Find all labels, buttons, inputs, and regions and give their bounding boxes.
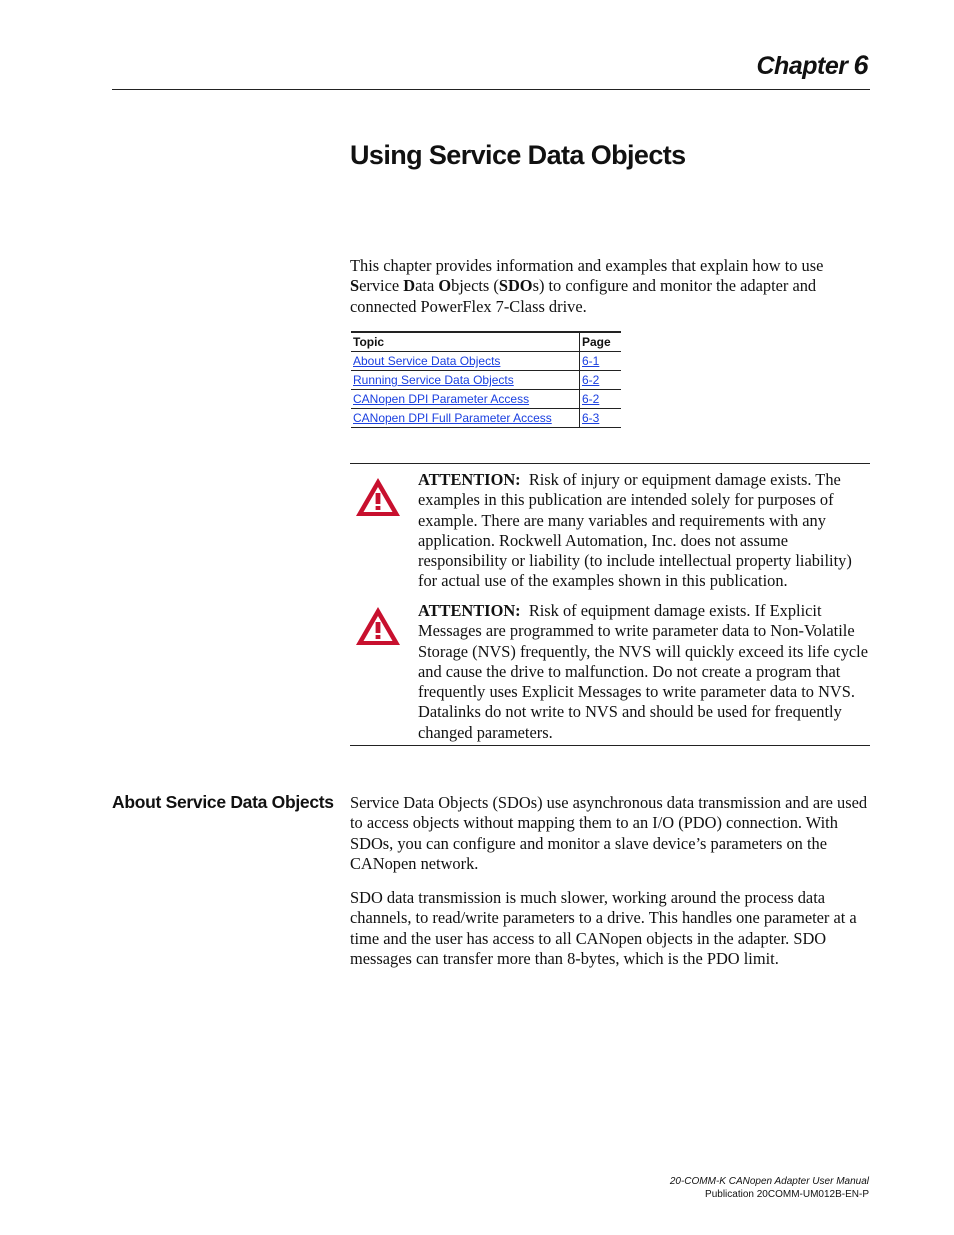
page-footer: [670, 1176, 869, 1201]
attention-text: Risk of equipment damage exists. If Explicit Messages are programmed to write parameter data to Non-Volatile Storage (NVS) frequently, the NVS will quickly exceed its life cycle and cause the drive to malfunction. Do not create a program that frequently uses Explicit Messages to write parameter data to NVS. Datalinks do not write to NVS and should be used for frequently changed parameters.: [418, 601, 869, 742]
section-heading: About Service Data Objects: [112, 792, 334, 812]
page-title: Using Service Data Objects: [350, 140, 686, 170]
table-header-row: [351, 332, 621, 352]
topic-column-header: Topic: [351, 332, 580, 352]
intro-paragraph: This chapter provides information and examples that explain how to use Service Data Objects (SDOs) to configure and monitor the adapter and connected PowerFlex 7-Class drive.: [350, 256, 824, 316]
attention-top-rule: [350, 463, 870, 464]
topic-link-about-sdo[interactable]: About Service Data Objects: [353, 354, 501, 368]
page-link-dpi-full-parameter-access[interactable]: 6-3: [582, 411, 600, 425]
chapter-header: [757, 50, 869, 81]
chapter-label: Chapter: [756, 52, 848, 80]
warning-triangle-icon: [354, 476, 402, 518]
page-link-about-sdo[interactable]: 6-1: [582, 354, 600, 368]
table-row: [351, 409, 621, 428]
table-row: [351, 352, 621, 371]
page-link-running-sdo[interactable]: 6-2: [582, 373, 600, 387]
footer-manual-title: 20-COMM-K CANopen Adapter User Manual: [669, 1176, 869, 1187]
page-column-header: Page: [580, 332, 622, 352]
attention-label: ATTENTION:: [418, 470, 521, 489]
attention-text: Risk of injury or equipment damage exists. The examples in this publication are intended solely for purposes of example. There are many variables and requirements with any application. Rockwell Automation, Inc. does not assume responsibility or liability (to include intellectual property liability) for actual use of the examples shown in this publication.: [418, 470, 852, 591]
attention-bottom-rule: [350, 745, 870, 746]
topic-link-dpi-parameter-access[interactable]: CANopen DPI Parameter Access: [353, 392, 530, 406]
table-row: [351, 390, 621, 409]
section-paragraph-2: SDO data transmission is much slower, working around the process data channels, to read/write parameters to a drive. This handles one parameter at a time and the user has access to all CANopen objects in the adapter. SDO messages can transfer more than 8-bytes, which is the PDO limit.: [350, 888, 857, 968]
page-link-dpi-parameter-access[interactable]: 6-2: [582, 392, 600, 406]
attention-note-1: [418, 470, 870, 592]
topic-link-dpi-full-parameter-access[interactable]: CANopen DPI Full Parameter Access: [353, 411, 552, 425]
warning-triangle-icon: [354, 605, 402, 647]
footer-publication: Publication 20COMM-UM012B-EN-P: [705, 1188, 869, 1200]
header-rule: [112, 89, 870, 90]
chapter-number: 6: [853, 50, 868, 80]
table-row: [351, 371, 621, 390]
topic-table: [351, 331, 621, 428]
attention-label: ATTENTION:: [418, 601, 521, 620]
topic-link-running-sdo[interactable]: Running Service Data Objects: [353, 373, 514, 387]
attention-note-2: [418, 601, 870, 743]
section-paragraph-1: Service Data Objects (SDOs) use asynchronous data transmission and are used to access objects without mapping them to an I/O (PDO) connection. With SDOs, you can configure and monitor a slave device’s parameters on the CANopen network.: [350, 793, 868, 873]
